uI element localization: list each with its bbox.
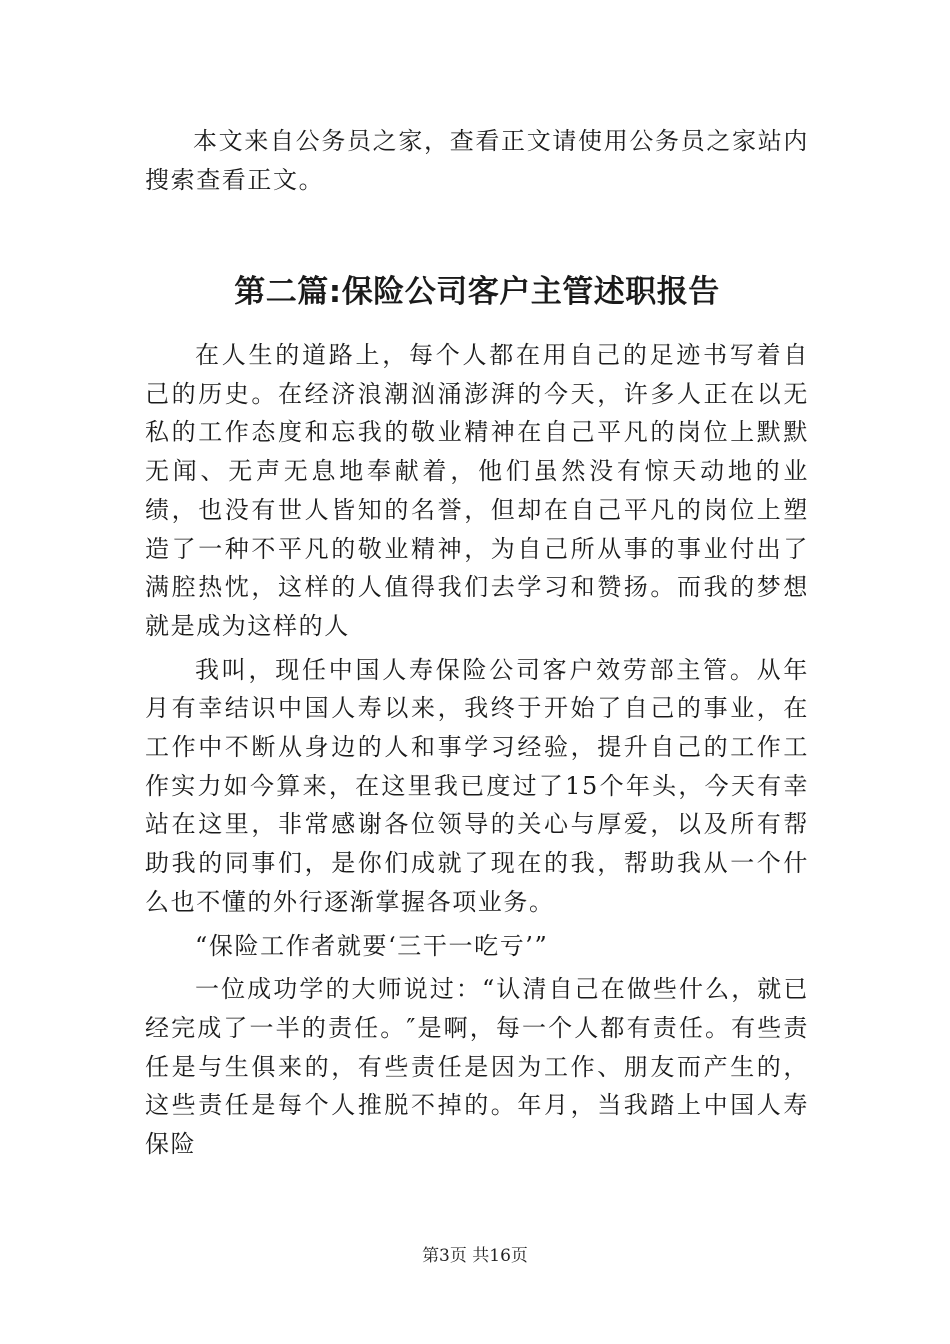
page-number-footer: 第3页 共16页 xyxy=(422,1246,528,1266)
paragraph-3: “保险工作者就要‘三干一吃亏’” xyxy=(195,931,549,960)
paragraph-4: 一位成功学的大师说过：“认清自己在做些什么，就已经完成了一半的责任。″是啊，每一个人都有责任。有些责任是与生俱来的，有些责任是因为工作、朋友而产生的，这些责任是每个人推脱不掉的。年月，当我踏上中国人寿保险 xyxy=(145,975,809,1159)
intro-paragraph: 本文来自公务员之家，查看正文请使用公务员之家站内搜索查看正文。 xyxy=(145,127,809,194)
article-body xyxy=(145,336,809,1169)
paragraph-2: 我叫，现任中国人寿保险公司客户效劳部主管。从年月有幸结识中国人寿以来，我终于开始了自己的事业，在工作中不断从身边的人和事学习经验，提升自己的工作工作实力如今算来，在这里我已度过了15个年头，今天有幸站在这里，非常感谢各位领导的关心与厚爱，以及所有帮助我的同事们，是你们成就了现在的我，帮助我从一个什么也不懂的外行逐渐掌握各项业务。 xyxy=(145,655,809,916)
page-title: 第二篇:保险公司客户主管述职报告 xyxy=(234,274,720,310)
paragraph-1: 在人生的道路上，每个人都在用自己的足迹书写着自己的历史。在经济浪潮汹涌澎湃的今天，许多人正在以无私的工作态度和忘我的敬业精神在自己平凡的岗位上默默无闻、无声无息地奉献着，他们虽然没有惊天动地的业绩，也没有世人皆知的名誉，但却在自己平凡的岗位上塑造了一种不平凡的敬业精神，为自己所从事的事业付出了满腔热忱，这样的人值得我们去学习和赞扬。而我的梦想就是成为这样的人 xyxy=(145,341,809,640)
